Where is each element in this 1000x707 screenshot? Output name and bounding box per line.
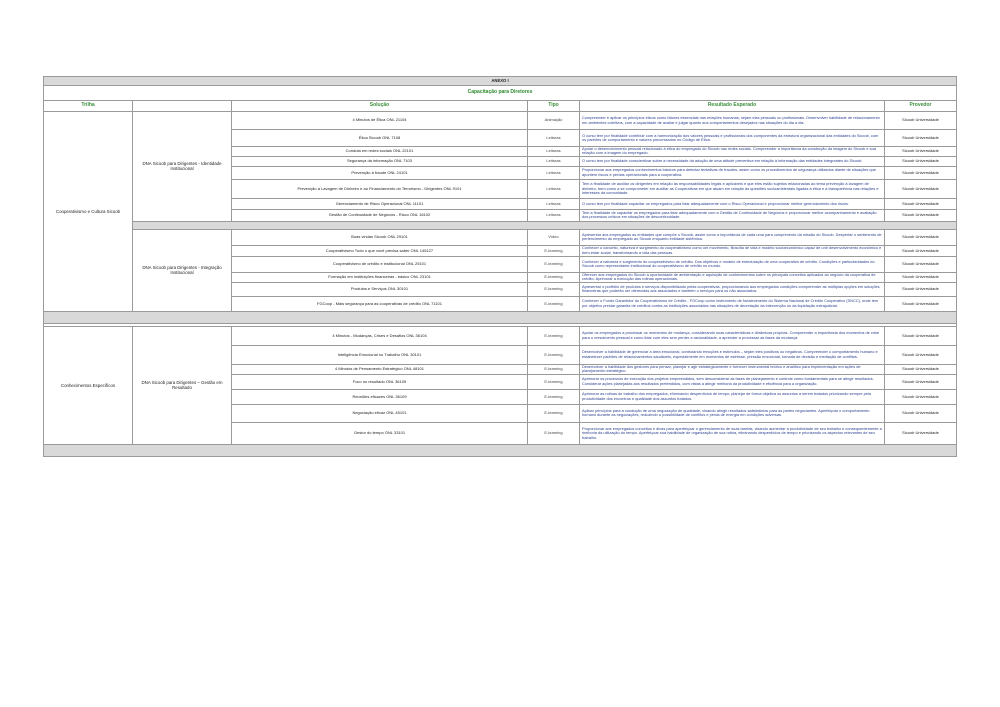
header-trilha: Trilha (44, 101, 133, 112)
resultado-cell: O curso tem por finalidade conscientizar sobre a necessidade da adoção de uma atitude preventiva em relação à informação das entidades integrantes do Sicoob. (580, 156, 885, 166)
provedor-cell: Sicoob Universidade (885, 256, 957, 272)
separator-row (44, 311, 957, 323)
subtrilha-cell: DNA Sicoob para Dirigentes – Gestão em Resultado (133, 326, 232, 444)
solucao-cell: Segurança da informação ONL 7103 (232, 156, 528, 166)
resultado-cell: Oferecer aos empregados do Sicoob a oportunidade de ambientação e aquisição de conhecimentos sobre os principais conceitos aplicados ao negócio da cooperativa de crédito. Aprimorar a execução das rotinas operacionais. (580, 272, 885, 282)
trilha-cell: Cooperativismo e Cultura Sicoob (44, 112, 133, 312)
provedor-cell: Sicoob Universidade (885, 374, 957, 389)
resultado-cell: Aprimorar as rotinas de trabalho dos empregados, eliminando desperdícios de tempo; planejar de forma objetiva os assuntos a serem tratados priorizando sempre pela produtividade dos encontros e qualidade dos assuntos tratados. (580, 389, 885, 404)
provedor-cell: Sicoob Universidade (885, 156, 957, 166)
tipo-cell: E-learning (528, 389, 580, 404)
solucao-cell: Conduta em redes sociais ONL 22101 (232, 147, 528, 157)
tipo-cell: E-learning (528, 374, 580, 389)
separator-cell (133, 221, 957, 229)
tipo-cell: Leituras (528, 130, 580, 147)
tipo-cell: E-learning (528, 345, 580, 364)
solucao-cell: Formação em instituições financeiras - básico ONL 23101 (232, 272, 528, 282)
table-row (44, 229, 957, 245)
tipo-cell: Leituras (528, 198, 580, 209)
provedor-cell: Sicoob Universidade (885, 282, 957, 296)
tipo-cell: Vídeo (528, 229, 580, 245)
solucao-cell: Produtos e Serviços ONL 30101 (232, 282, 528, 296)
tipo-cell: E-learning (528, 245, 580, 256)
provedor-cell: Sicoob Universidade (885, 296, 957, 311)
resultado-cell: Proporcionar aos empregados conhecimentos básicos para detectar tentativas de fraudes, assim como os procedimentos de segurança utilizados diante de situações que apontem riscos e perdas operacionais para a cooperativa. (580, 166, 885, 179)
solucao-cell: Reuniões eficazes ONL 36109 (232, 389, 528, 404)
provedor-cell: Sicoob Universidade (885, 209, 957, 221)
tipo-cell: Leituras (528, 147, 580, 157)
resultado-cell: Desenvolver a habilidade de gerenciar a área emocional, controlando emoções e estímulos – sejam eles positivos ou negativos. Compreender o comportamento humano e estabelecer padrões de relacionamentos saudáveis, especialmente em momentos de estresse, pressão emocional, tomada de decisão e mediação de conflitos. (580, 345, 885, 364)
annex-row (44, 77, 957, 86)
resultado-cell: Apoiar os empregados a processar os momentos de mudança, considerando suas características e dinâmicas próprias. Compreender a importância dos momentos de crise para o crescimento pessoal e como lidar com eles sem perder a racionalidade, a aprender a processar as fases da mudança. (580, 326, 885, 345)
resultado-cell: Aprimorar os processos de execução dos projetos empreendidos, sem desconsiderar as fases de planejamento e controle como fundamentais para se atingir resultados. Considerar ações planejadas aos resultados pretendidos, com vistas a atingir melhoria da produtividade e eficiência para a organização. (580, 374, 885, 389)
resultado-cell: O curso tem por finalidade capacitar os empregados para lidar adequadamente com o Risco Operacional e proporcionar melhor gerenciamento dos riscos. (580, 198, 885, 209)
solucao-cell: Boas vindas Sicoob ONL 29101 (232, 229, 528, 245)
tipo-cell: Leituras (528, 166, 580, 179)
solucao-cell: Gestor do tempo ONL 33101 (232, 422, 528, 444)
header-tipo: Tipo (528, 101, 580, 112)
subtrilha-cell: DNA Sicoob para Dirigentes - Identidade Institucional (133, 112, 232, 222)
header-resultado: Resultado Esperado (580, 101, 885, 112)
provedor-cell: Sicoob Universidade (885, 130, 957, 147)
provedor-cell: Sicoob Universidade (885, 364, 957, 374)
header-solucao: Solução (232, 101, 528, 112)
separator-cell (44, 311, 957, 323)
resultado-cell: Compreender e aplicar os princípios éticos como fatores essenciais nas relações humanas, sejam elas pessoais ou profissionais. Desenvolver habilidade de relacionamento em ambientes coletivos, com a capacidade de avaliar e julgar quanto aos comportamentos desejados nas situações do dia a dia. (580, 112, 885, 130)
provedor-cell: Sicoob Universidade (885, 198, 957, 209)
provedor-cell: Sicoob Universidade (885, 272, 957, 282)
tipo-cell: E-learning (528, 404, 580, 422)
separator-cell (44, 444, 957, 456)
header-row (44, 101, 957, 112)
tipo-cell: E-learning (528, 364, 580, 374)
solucao-cell: Ética Sicoob ONL 7108 (232, 130, 528, 147)
separator-row (44, 221, 957, 229)
provedor-cell: Sicoob Universidade (885, 404, 957, 422)
subtrilha-cell: DNA Sicoob para Dirigentes - Integração Institucional (133, 229, 232, 311)
tipo-cell: E-learning (528, 272, 580, 282)
resultado-cell: Conhecer a natureza e surgimento do cooperativismo de crédito. Dos objetivos e modelo de estruturação de uma cooperativa de crédito. Condições e particularidades do Sicoob como representante institucional do cooperativismo de crédito no mundo. (580, 256, 885, 272)
annex-table (43, 76, 957, 457)
provedor-cell: Sicoob Universidade (885, 389, 957, 404)
table-title: Capacitação para Diretores (44, 86, 957, 101)
resultado-cell: Tem a finalidade de auxiliar os dirigentes em relação às responsabilidades legais e aplicáveis e que eles estão sujeitos relacionadas ao tema prevenção à lavagem de dinheiro, bem como a se comprometer em auxiliar as Cooperativas em que atuam em relação às questões socioambientais ligadas à ética e à transparência nas relações e interesses da comunidade. (580, 179, 885, 198)
resultado-cell: Tem a finalidade de capacitar os empregados para lidar adequadamente com a Gestão de Continuidade de Negócios e proporcionar melhor acompanhamento e avaliação dos processos críticos em situações de descontinuidade. (580, 209, 885, 221)
provedor-cell: Sicoob Universidade (885, 245, 957, 256)
provedor-cell: Sicoob Universidade (885, 229, 957, 245)
resultado-cell: O curso tem por finalidade contribuir com a harmonização dos valores pessoais e profissionais dos componentes da estrutura organizacional das entidades do Sicoob, com os padrões de comportamento e valores preconizados no Código de Ética. (580, 130, 885, 147)
solucao-cell: FGCoop - Mais segurança para as cooperativas de crédito ONL 71101 (232, 296, 528, 311)
solucao-cell: Negociação eficaz ONL 45101 (232, 404, 528, 422)
resultado-cell: Apresentar aos empregados as entidades que compõe o Sicoob, assim como a importância de cada uma para cumprimento da missão do Sicoob. Despertar o sentimento de pertencimento do empregado ao Sicoob enquanto entidade sistêmica. (580, 229, 885, 245)
table-row (44, 112, 957, 130)
solucao-cell: Gerenciamento de Risco Operacional ONL 11101 (232, 198, 528, 209)
tipo-cell: E-learning (528, 422, 580, 444)
solucao-cell: 4 Minutos de Ética ONL 21104 (232, 112, 528, 130)
resultado-cell: Conhecer o Fundo Garantidor do Cooperativismo de Crédito - FGCoop como instrumento de fortalecimento do Sistema Nacional de Crédito Cooperativo (SNCC), onde tem por objetivo prestar garantia de créditos contra as instituições associadas nas situações de decretação da intervenção ou da liquidação extrajudicial. (580, 296, 885, 311)
resultado-cell: Desenvolver a habilidade dos gestores para pensar, planejar e agir estrategicamente e fornecer instrumental teórico e analítico para implementação em ações de planejamento estratégico. (580, 364, 885, 374)
solucao-cell: 4 Minutos - Mudanças, Crises e Desafios ONL 36104 (232, 326, 528, 345)
tipo-cell: Leituras (528, 209, 580, 221)
trilha-cell: Conhecimentos Específicos (44, 326, 133, 444)
provedor-cell: Sicoob Universidade (885, 179, 957, 198)
table-row (44, 326, 957, 345)
tipo-cell: E-learning (528, 256, 580, 272)
provedor-cell: Sicoob Universidade (885, 112, 957, 130)
resultado-cell: Apoiar o desenvolvimento pessoal relacionado à ética do empregado do Sicoob nas redes sociais. Compreender a importância da construção da imagem do Sicoob e sua relação com a imagem do empregado. (580, 147, 885, 157)
tipo-cell: Leituras (528, 156, 580, 166)
annex-title: ANEXO I (44, 77, 957, 86)
header-provedor: Provedor (885, 101, 957, 112)
provedor-cell: Sicoob Universidade (885, 147, 957, 157)
provedor-cell: Sicoob Universidade (885, 345, 957, 364)
solucao-cell: Prevenção à Lavagem de Dinheiro e ao Financiamento do Terrorismo - Dirigentes ONL 9101 (232, 179, 528, 198)
provedor-cell: Sicoob Universidade (885, 166, 957, 179)
tipo-cell: E-learning (528, 326, 580, 345)
tipo-cell: E-learning (528, 296, 580, 311)
resultado-cell: Conhecer o conceito, natureza e surgimento do cooperativismo como um movimento, filosofia de vida e modelo socioeconômico capaz de unir desenvolvimento econômico e bem-estar social, transformando a vida das pessoas. (580, 245, 885, 256)
solucao-cell: Gestão de Continuidade de Negócios - Risco ONL 16102 (232, 209, 528, 221)
header-subtrilha (133, 101, 232, 112)
tipo-cell: Leituras (528, 179, 580, 198)
solucao-cell: Cooperativismo de crédito e institucional ONL 25101 (232, 256, 528, 272)
solucao-cell: Foco no resultado ONL 36105 (232, 374, 528, 389)
tipo-cell: E-learning (528, 282, 580, 296)
solucao-cell: Cooperativismo Tudo o que você precisa saber ONL 145127 (232, 245, 528, 256)
provedor-cell: Sicoob Universidade (885, 422, 957, 444)
solucao-cell: 4 Minutos de Pensamento Estratégico ONL 48101 (232, 364, 528, 374)
resultado-cell: Aplicar princípios para a condução de uma negociação de qualidade, visando atingir resultados satisfatórios para as partes negociantes. Aperfeiçoar o comportamento humano durante as negociações, reduzindo a possibilidade de conflitos e perda de energia em condições adversas. (580, 404, 885, 422)
resultado-cell: Proporcionar aos empregados conceitos e dicas para aperfeiçoar o gerenciamento de suas tarefas, visando aumentar a produtividade de seu trabalho e consequentemente a melhoria da utilização do tempo. Aperfeiçoar sua habilidade de organização de sua rotina, eliminando desperdícios de tempo e priorizando os aspectos relevantes de seu trabalho. (580, 422, 885, 444)
solucao-cell: Inteligência Emocional no Trabalho ONL 30101 (232, 345, 528, 364)
separator-row (44, 444, 957, 456)
resultado-cell: Apresentar o portfólio de produtos e serviços disponibilizado pelas cooperativas, proporcionando aos empregados condições compreender as múltiplas opções em soluções financeiras que poderão ser oferecidas aos associados e também o serviços para os não associados. (580, 282, 885, 296)
tipo-cell: Animação (528, 112, 580, 130)
title-row (44, 86, 957, 101)
solucao-cell: Prevenção à fraude ONL 24101 (232, 166, 528, 179)
provedor-cell: Sicoob Universidade (885, 326, 957, 345)
